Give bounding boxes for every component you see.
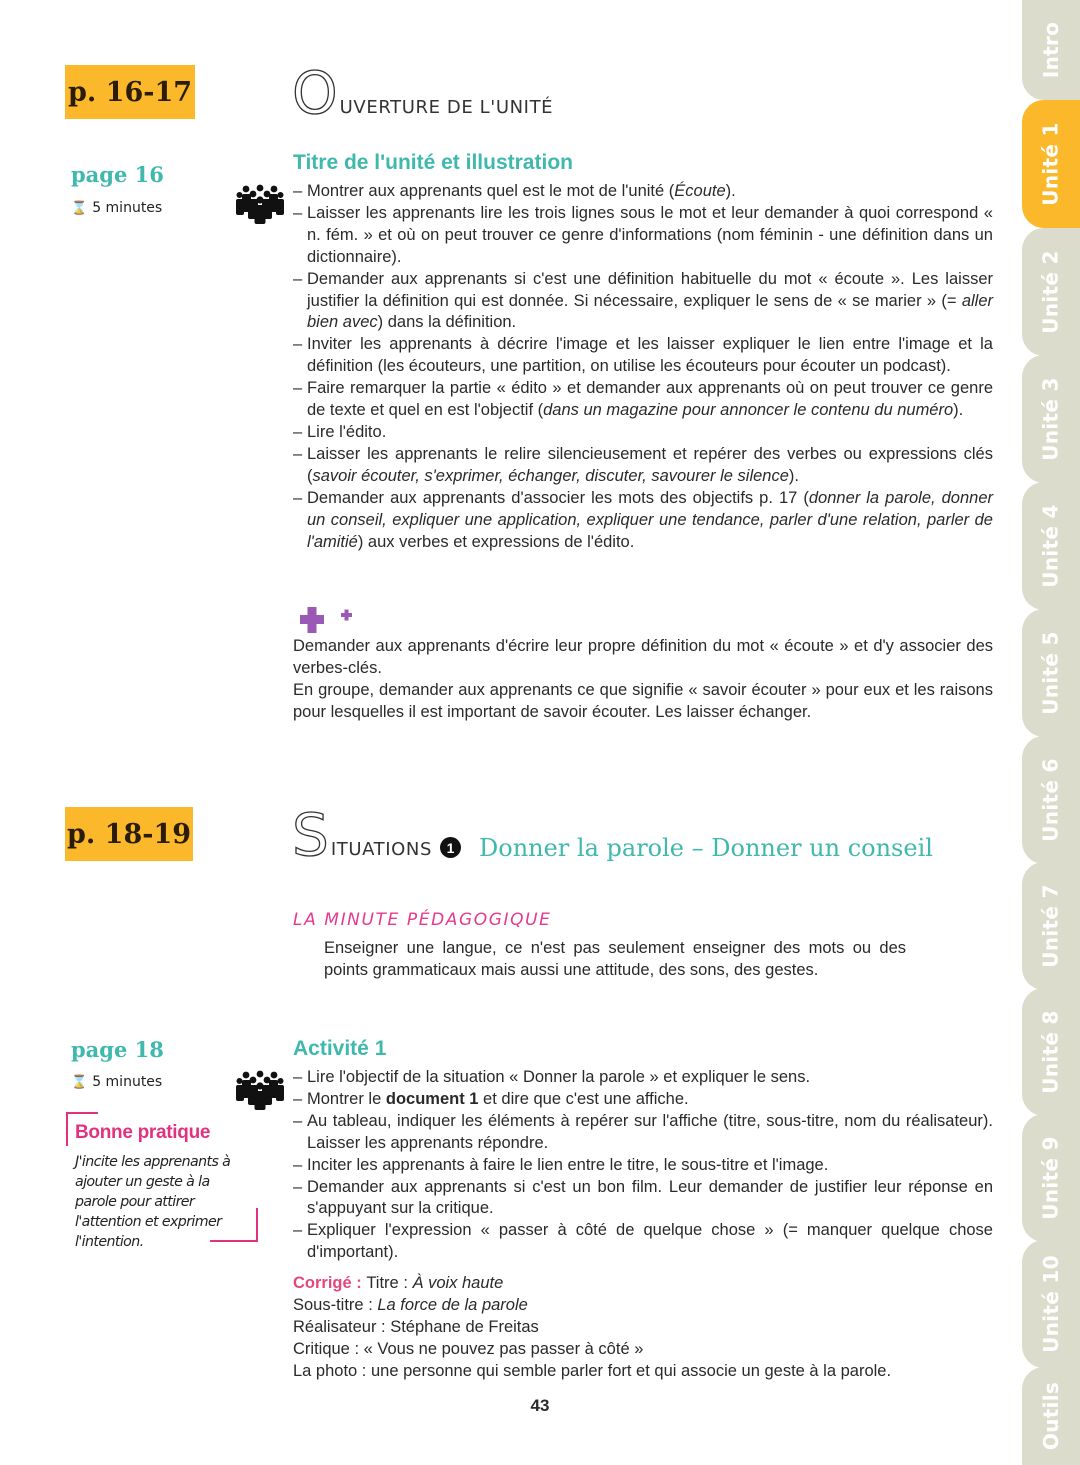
- subheading: Titre de l'unité et illustration: [293, 151, 573, 174]
- answer-line: La photo : une personne qui semble parler fort et qui associe un geste à la parole.: [293, 1361, 892, 1380]
- bullet-list: [293, 181, 993, 553]
- hourglass-icon: ⌛: [71, 1075, 88, 1090]
- tab-label: Unité 7: [1039, 884, 1064, 968]
- bonne-pratique-box: [66, 1112, 258, 1250]
- list-item: – Demander aux apprenants si c'est un bon film. Leur demander de justifier leur réponse en s'appuyant sur la critique.: [293, 1177, 993, 1221]
- answer-line: Critique : « Vous ne pouvez pas passer à côté »: [293, 1339, 644, 1358]
- bullet-list: [293, 1067, 993, 1264]
- heading-initial: S: [292, 801, 329, 869]
- tab-label: Unité 2: [1039, 250, 1064, 334]
- hourglass-icon: ⌛: [71, 201, 88, 216]
- tab-intro[interactable]: [1022, 0, 1080, 100]
- heading-text: UVERTURE DE L'UNITÉ: [339, 97, 554, 118]
- list-item: – Inviter les apprenants à décrire l'image et les laisser expliquer le lien entre l'image et la définition (les écouteurs, une partition, on utilise les écouteurs pour écouter un podcast).: [293, 334, 993, 378]
- list-item: – Inciter les apprenants à faire le lien entre le titre, le sous-titre et l'image.: [293, 1155, 993, 1177]
- tab-label: Unité 10: [1039, 1255, 1063, 1353]
- heading-initial: O: [292, 59, 338, 127]
- heading-text: ITUATIONS: [330, 839, 432, 860]
- unit-tab-bar: [1022, 0, 1080, 1465]
- tab-unit-1[interactable]: [1022, 100, 1080, 228]
- tab-label: Unité 9: [1039, 1136, 1064, 1220]
- page-label: page 16: [71, 162, 164, 187]
- tab-label: Unité 3: [1039, 377, 1064, 461]
- situation-number-badge: 1: [440, 837, 461, 858]
- page-range-badge: p. 18-19: [65, 807, 193, 861]
- page-number: 43: [530, 1396, 550, 1415]
- group-work-icon: [236, 184, 284, 224]
- minute-pedagogique-title: LA MINUTE PÉDAGOGIQUE: [293, 910, 552, 930]
- tab-label: Unité 4: [1039, 504, 1064, 588]
- list-item: – Lire l'objectif de la situation « Donner la parole » et expliquer le sens.: [293, 1067, 993, 1089]
- tab-label: Outils: [1039, 1381, 1063, 1451]
- group-work-icon: [236, 1070, 284, 1110]
- duration: [71, 1074, 162, 1090]
- answer-line: Corrigé : Titre : À voix haute: [293, 1274, 504, 1292]
- duration-text: 5 minutes: [92, 200, 163, 216]
- list-item: – Demander aux apprenants si c'est une définition habituelle du mot « écoute ». Les laisser justifier la définition qui est donnée. Si nécessaire, expliquer le sens de « se marier » (= aller bien avec) dans la définition.: [293, 269, 993, 335]
- tab-unit-10[interactable]: [1022, 1240, 1080, 1368]
- answer-key-label: Corrigé :: [293, 1274, 367, 1292]
- tab-unit-4[interactable]: [1022, 482, 1080, 610]
- section-heading-situations: [292, 801, 933, 869]
- list-item: – Montrer aux apprenants quel est le mot de l'unité (Écoute).: [293, 181, 993, 203]
- list-item: – Expliquer l'expression « passer à côté de quelque chose » (= manquer quelque chose d'important).: [293, 1220, 993, 1264]
- extension-plus-icon: [300, 606, 360, 634]
- instruction-list: [293, 1067, 993, 1264]
- bonne-pratique-text: J'incite les apprenants à ajouter un geste à la parole pour attirer l'attention et exprimer l'intention.: [75, 1154, 231, 1250]
- list-item: – Lire l'édito.: [293, 422, 993, 444]
- answer-line: Sous-titre : La force de la parole: [293, 1295, 528, 1314]
- tab-outils[interactable]: [1022, 1367, 1080, 1465]
- tab-unit-9[interactable]: [1022, 1114, 1080, 1242]
- extension-activity: [293, 636, 993, 724]
- instruction-list: [293, 181, 993, 553]
- tab-label: Intro: [1039, 21, 1063, 79]
- tab-unit-7[interactable]: [1022, 862, 1080, 990]
- duration: [71, 200, 162, 216]
- list-item: – Demander aux apprenants d'associer les mots des objectifs p. 17 (donner la parole, donner un conseil, expliquer une application, expliquer une tendance, parler d'une relation, parler de l'amitié) aux verbes et expressions de l'édito.: [293, 488, 993, 554]
- minute-pedagogique-text: Enseigner une langue, ce n'est pas seulement enseigner des mots ou des points grammaticaux mais aussi une attitude, des sons, des gestes.: [324, 939, 906, 979]
- list-item: – Laisser les apprenants lire les trois lignes sous le mot et leur demander à quoi correspond « n. fém. » et où on peut trouver ce genre d'informations (nom féminin - une définition dans un dictionnaire).: [293, 203, 993, 269]
- tab-label: Unité 1: [1039, 122, 1064, 206]
- tab-label: Unité 5: [1039, 631, 1064, 715]
- subheading: Activité 1: [293, 1037, 387, 1060]
- tab-label: Unité 8: [1039, 1010, 1064, 1094]
- tab-unit-6[interactable]: [1022, 736, 1080, 864]
- extension-paragraph: Demander aux apprenants d'écrire leur propre définition du mot « écoute » et d'y associer des verbes-clés.: [293, 637, 993, 677]
- answer-key: [293, 1273, 993, 1383]
- tab-label: Unité 6: [1039, 758, 1064, 842]
- page-label: page 18: [71, 1037, 164, 1062]
- list-item: – Faire remarquer la partie « édito » et demander aux apprenants où on peut trouver ce genre de texte et quel en est l'objectif (dans un magazine pour annoncer le contenu du numéro).: [293, 378, 993, 422]
- extension-paragraph: En groupe, demander aux apprenants ce que signifie « savoir écouter » pour eux et les raisons pour lesquelles il est important de savoir écouter. Les laisser échanger.: [293, 680, 993, 721]
- list-item: – Montrer le document 1 et dire que c'est une affiche.: [293, 1089, 993, 1111]
- section-heading-ouverture: [292, 59, 554, 127]
- list-item: – Au tableau, indiquer les éléments à repérer sur l'affiche (titre, sous-titre, nom du réalisateur). Laisser les apprenants répondre.: [293, 1111, 993, 1155]
- bonne-pratique-title: Bonne pratique: [75, 1122, 211, 1143]
- tab-unit-2[interactable]: [1022, 228, 1080, 356]
- page-range-badge: p. 16-17: [65, 65, 195, 119]
- tab-unit-8[interactable]: [1022, 988, 1080, 1116]
- situation-title: Donner la parole – Donner un conseil: [479, 834, 933, 862]
- tab-unit-5[interactable]: [1022, 609, 1080, 737]
- answer-key-lines: [293, 1273, 993, 1383]
- tab-unit-3[interactable]: [1022, 355, 1080, 483]
- answer-line: Réalisateur : Stéphane de Freitas: [293, 1317, 539, 1336]
- list-item: – Laisser les apprenants le relire silencieusement et repérer des verbes ou expressions clés (savoir écouter, s'exprimer, échanger, discuter, savourer le silence).: [293, 444, 993, 488]
- duration-text: 5 minutes: [92, 1074, 163, 1090]
